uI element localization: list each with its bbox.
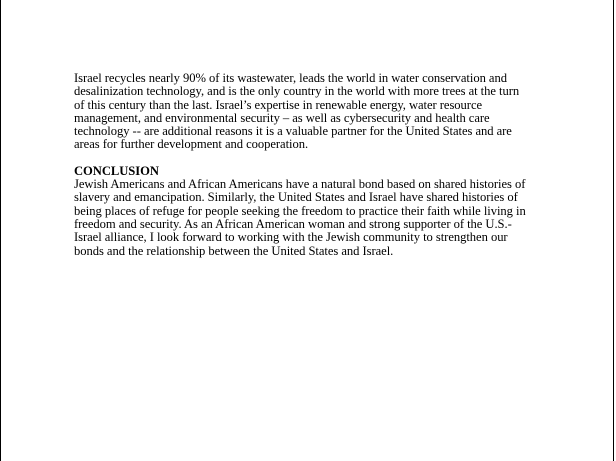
paragraph-line: slavery and emancipation. Similarly, the United States and Israel have shared histories of (74, 190, 518, 205)
paragraph-line: Israel recycles nearly 90% of its wastewater, leads the world in water conservation and (74, 71, 507, 85)
paragraph-line: of this century than the last. Israel’s expertise in renewable energy, water resource (74, 97, 483, 112)
paragraph-line: freedom and security. As an African American woman and strong supporter of the U.S.- (74, 216, 512, 231)
paragraph-line: desalinization technology, and is the only country in the world with more trees at the turn (74, 84, 520, 99)
paragraph-line: bonds and the relationship between the United States and Israel. (74, 243, 394, 258)
paragraph-line: areas for further development and cooperation. (74, 137, 309, 152)
paragraph-conclusion (74, 178, 549, 258)
paragraph-water (74, 72, 549, 152)
paragraph-line: Israel alliance, I look forward to working with the Jewish community to strengthen our (74, 230, 508, 245)
section-heading-conclusion: CONCLUSION (74, 163, 159, 178)
document-body (74, 72, 549, 258)
paragraph-line: being places of refuge for people seeking the freedom to practice their faith while living in (74, 203, 526, 218)
paragraph-line: technology -- are additional reasons it is a valuable partner for the United States and are (74, 124, 512, 139)
paragraph-line: Jewish Americans and African Americans have a natural bond based on shared histories of (74, 177, 526, 192)
paragraph-spacer (74, 152, 549, 165)
paragraph-line: management, and environmental security – as well as cybersecurity and health care (74, 110, 490, 125)
